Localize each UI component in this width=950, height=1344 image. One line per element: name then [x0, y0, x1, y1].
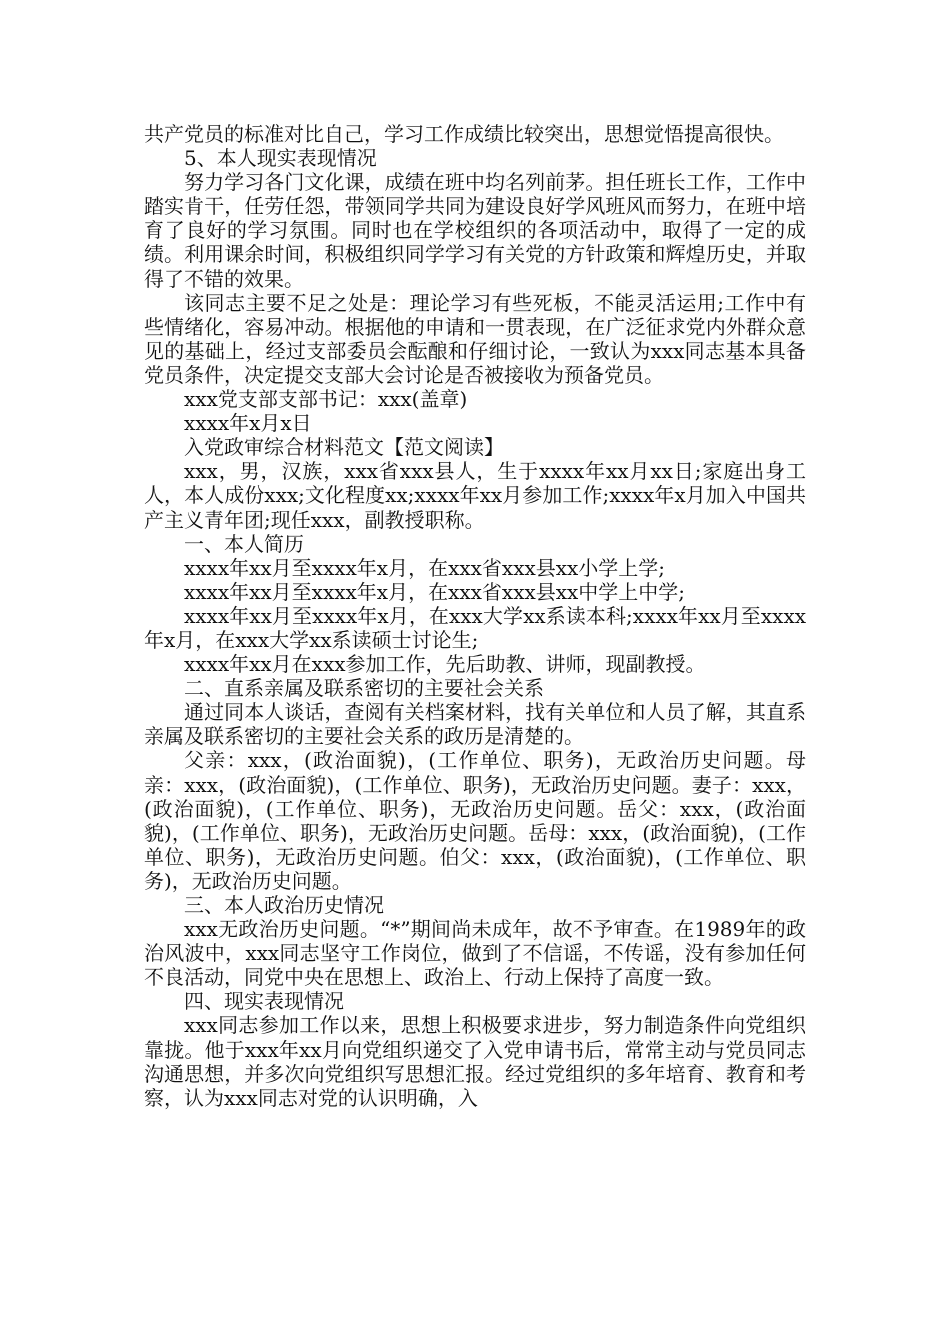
paragraph: xxx同志参加工作以来，思想上积极要求进步，努力制造条件向党组织靠拢。他于xxx年xx月向党组织递交了入党申请书后，常常主动与党员同志沟通思想，并多次向党组织写思想汇报。经过党组织的多年培育、教育和考察，认为xxx同志对党的认识明确，入 [144, 1013, 806, 1110]
paragraph: 该同志主要不足之处是：理论学习有些死板，不能灵活运用;工作中有些情绪化，容易冲动。根据他的申请和一贯表现，在广泛征求党内外群众意见的基础上，经过支部委员会酝酿和仔细讨论，一致认为xxx同志基本具备党员条件，决定提交支部大会讨论是否被接收为预备党员。 [144, 290, 806, 387]
paragraph: 努力学习各门文化课，成绩在班中均名列前茅。担任班长工作，工作中踏实肯干，任劳任怨，带领同学共同为建设良好学风班风而努力，在班中培育了良好的学习氛围。同时也在学校组织的各项活动中，取得了一定的成绩。利用课余时间，积极组织同学学习有关党的方针政策和辉煌历史，并取得了不错的效果。 [144, 170, 806, 291]
date-line: xxxx年x月x日 [184, 411, 312, 436]
paragraph: 通过同本人谈话，查阅有关档案材料，找有关单位和人员了解，其直系亲属及联系密切的主要社会关系的政历是清楚的。 [144, 700, 806, 749]
paragraph: 共产党员的标准对比自己，学习工作成绩比较突出，思想觉悟提高很快。 [144, 122, 784, 146]
document-body [144, 122, 806, 1110]
resume-item: xxxx年xx月至xxxx年x月，在xxx省xxx县xx中学上中学; [184, 579, 686, 604]
section-heading: 一、本人简历 [184, 531, 304, 556]
section-heading: 5、本人现实表现情况 [184, 146, 377, 171]
section-heading: 四、现实表现情况 [184, 989, 344, 1014]
paragraph: 父亲：xxx，(政治面貌)，(工作单位、职务)，无政治历史问题。母亲：xxx，(政治面貌)，(工作单位、职务)，无政治历史问题。妻子：xxx，(政治面貌)，(工作单位、职务)，无政治历史问题。岳父：xxx，(政治面貌)，(工作单位、职务)，无政治历史问题。岳母：xxx，(政治面貌)，(工作单位、职务)，无政治历史问题。伯父：xxx，(政治面貌)，(工作单位、职务)，无政治历史问题。 [144, 748, 806, 893]
resume-item: xxxx年xx月至xxxx年x月，在xxx大学xx系读本科;xxxx年xx月至xxxx年x月，在xxx大学xx系读硕士讨论生; [144, 603, 806, 652]
resume-item: xxxx年xx月至xxxx年x月，在xxx省xxx县xx小学上学; [184, 555, 666, 580]
resume-item: xxxx年xx月在xxx参加工作，先后助教、讲师，现副教授。 [184, 652, 706, 677]
paragraph: xxx，男，汉族，xxx省xxx县人，生于xxxx年xx月xx日;家庭出身工人，本人成份xxx;文化程度xx;xxxx年xx月参加工作;xxxx年x月加入中国共产主义青年团;现任xxx，副教授职称。 [144, 459, 806, 532]
paragraph: xxx无政治历史问题。“*”期间尚未成年，故不予审查。在1989年的政治风波中，xxx同志坚守工作岗位，做到了不信谣，不传谣，没有参加任何不良活动，同党中央在思想上、政治上、行动上保持了高度一致。 [144, 917, 806, 990]
signature-line: xxx党支部支部书记：xxx(盖章) [184, 387, 468, 412]
section-heading: 二、直系亲属及联系密切的主要社会关系 [184, 676, 544, 701]
section-heading: 三、本人政治历史情况 [184, 893, 384, 917]
document-title: 入党政审综合材料范文【范文阅读】 [184, 435, 504, 460]
